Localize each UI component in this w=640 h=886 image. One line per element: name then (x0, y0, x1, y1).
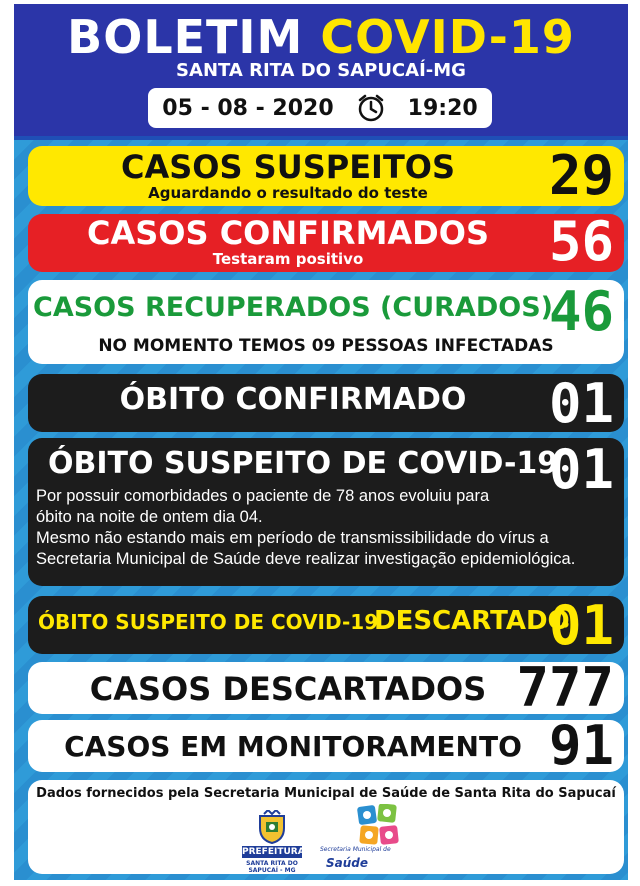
obito-suspeito-value: 01 (548, 438, 614, 501)
city-crest-icon (256, 810, 288, 844)
date-text: 05 - 08 - 2020 (162, 95, 334, 121)
confirmados-sub: Testaram positivo (212, 250, 364, 268)
obito-confirmado-value: 01 (548, 372, 614, 435)
suspeitos-sub: Aguardando o resultado do teste (148, 184, 428, 202)
obito-confirmado-label: ÓBITO CONFIRMADO (119, 382, 467, 417)
recuperados-value: 46 (548, 280, 614, 343)
monitoramento-value: 91 (548, 714, 614, 777)
saude-label: Saúde (326, 856, 369, 870)
monitoramento-label: CASOS EM MONITORAMENTO (64, 730, 522, 763)
descartado-word: DESCARTADO (374, 606, 570, 636)
obito-descartado-value: 01 (548, 594, 614, 657)
header (14, 4, 628, 136)
prefeitura-label: PREFEITURA (242, 847, 305, 857)
footer (28, 780, 624, 874)
card-casos-confirmados (28, 210, 624, 273)
prefeitura-logo (242, 810, 305, 874)
title-covid: COVID-19 (320, 10, 575, 64)
card-obito-descartado (28, 594, 624, 657)
descartados-value: 777 (516, 656, 614, 719)
date-time-box (148, 88, 492, 128)
suspeitos-label: CASOS SUSPEITOS (120, 148, 456, 186)
recuperados-label: CASOS RECUPERADOS (CURADOS) (33, 292, 553, 323)
card-obito-confirmado (28, 372, 624, 435)
page-title (14, 10, 628, 64)
alarm-clock-icon (356, 93, 386, 123)
card-casos-monitoramento (28, 714, 624, 777)
prefeitura-sub: SANTA RITA DO SAPUCAÍ - MG (246, 860, 298, 874)
desc-line: óbito na noite de ontem dia 04. (36, 508, 263, 526)
obito-suspeito-description (36, 486, 626, 570)
health-tiles-icon (320, 804, 440, 848)
secretaria-saude-logo (320, 804, 440, 870)
descartados-label: CASOS DESCARTADOS (89, 670, 487, 708)
card-obito-suspeito (28, 438, 624, 586)
card-casos-suspeitos (28, 146, 624, 206)
time-text: 19:20 (407, 95, 478, 121)
card-casos-descartados (28, 656, 624, 719)
desc-line: Mesmo não estando mais em período de transmissibilidade do vírus a (36, 529, 549, 547)
infectados-note: NO MOMENTO TEMOS 09 PESSOAS INFECTADAS (98, 336, 554, 356)
title-boletim: BOLETIM (67, 10, 304, 64)
card-casos-recuperados (28, 280, 624, 364)
obito-suspeito-label: ÓBITO SUSPEITO DE COVID-19 (48, 446, 559, 481)
data-source-note: Dados fornecidos pela Secretaria Municipal de Saúde de Santa Rita do Sapucaí (36, 786, 616, 801)
suspeitos-value: 29 (548, 144, 614, 207)
city-subtitle: SANTA RITA DO SAPUCAÍ-MG (176, 60, 466, 81)
desc-line: Secretaria Municipal de Saúde deve realizar investigação epidemiológica. (36, 550, 576, 568)
confirmados-value: 56 (548, 210, 614, 273)
desc-line: Por possuir comorbidades o paciente de 78 anos evoluiu para (36, 487, 490, 505)
obito-descartado-label: ÓBITO SUSPEITO DE COVID-19 (38, 610, 379, 634)
confirmados-label: CASOS CONFIRMADOS (87, 214, 489, 252)
secretaria-label: Secretaria Municipal de (320, 846, 391, 853)
